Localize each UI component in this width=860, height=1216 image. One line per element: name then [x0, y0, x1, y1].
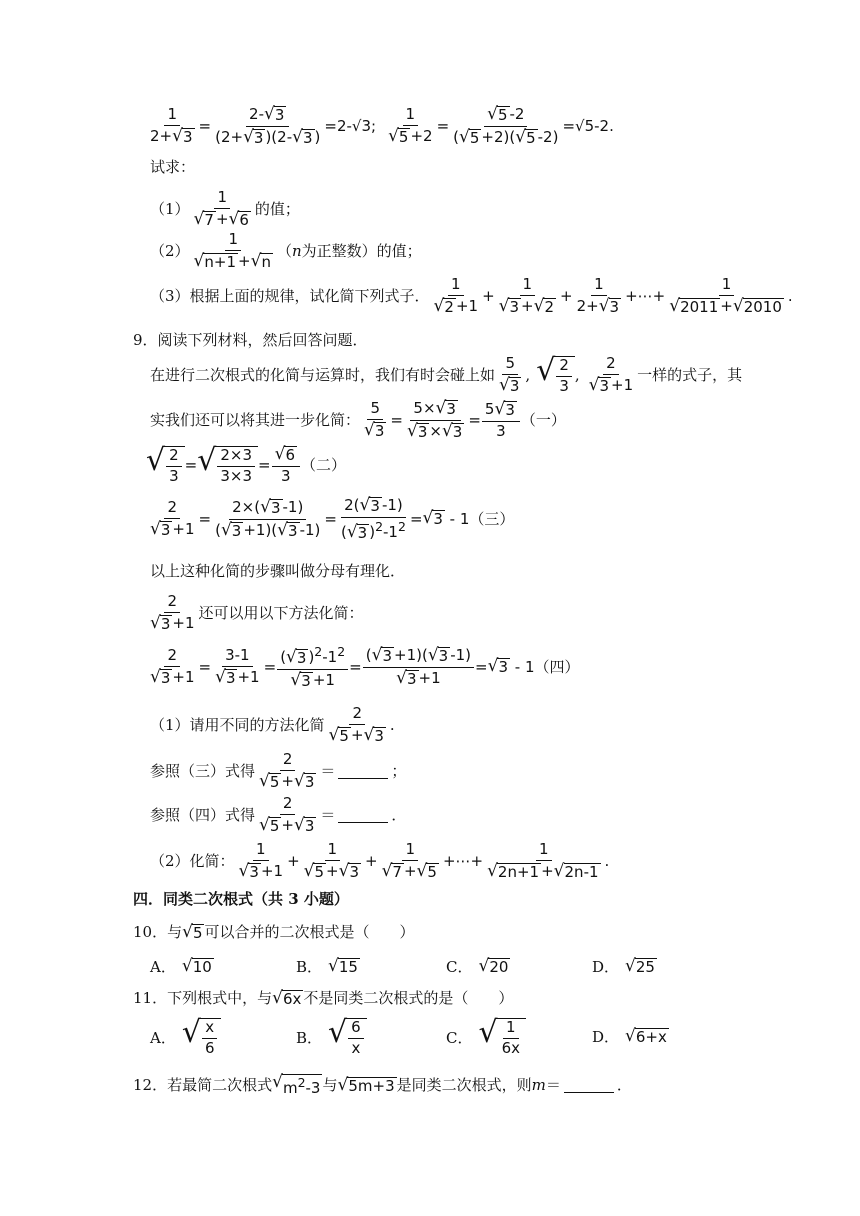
q9-part1-text: （1）请用不同的方法化简 — [150, 715, 325, 734]
q10-option-d[interactable]: D． √ 25 — [592, 955, 655, 976]
answer-blank[interactable] — [564, 1078, 614, 1093]
intro-eq2-result: =√5-2. — [562, 116, 614, 135]
q8-part2 — [150, 232, 422, 271]
q11-stem-a: 11．下列根式中，与 — [133, 989, 273, 1008]
step-tag-1: （一） — [520, 410, 566, 429]
q12-stem-a: 12．若最简二次根式 — [133, 1075, 273, 1094]
option-label: D． — [592, 1028, 620, 1046]
radicand: 20 — [489, 957, 509, 976]
q9-intro: 在进行二次根式的化简与运算时，我们有时会碰上如 5 √ 3 , √ $\frac{2}{3}$ , 2 √ 3 +1 一样的式子，其 — [150, 353, 743, 395]
q10-option-b[interactable]: B． √ 15 — [296, 955, 358, 976]
q11-stem: 11．下列根式中，与 √ 6x 不是同类二次根式的是（ ） — [133, 988, 514, 1008]
radicand: 10 — [192, 957, 212, 976]
q8-part1-suffix: 的值； — [254, 199, 300, 218]
q10-stem: 10．与 √ 5 可以合并的二次根式是（ ） — [133, 922, 415, 942]
q10-option-c[interactable]: C． √ 20 — [446, 955, 509, 976]
fraction: √ 5 -2 ( √ 5 +2)( √ 5 -2) — [453, 104, 559, 147]
option-label: C． — [446, 1028, 473, 1047]
q9-named: 以上这种化简的步骤叫做分母有理化． — [150, 562, 406, 580]
q8-part3-text: （3）根据上面的规律，试化简下列式子． — [150, 286, 430, 305]
q11-option-c[interactable]: C． √ $\frac{1}{6x}$ — [446, 1018, 526, 1057]
q10-option-a[interactable]: A． √ 10 — [150, 955, 212, 976]
answer-blank[interactable] — [338, 808, 388, 823]
q9-intro-a: 在进行二次根式的化简与运算时，我们有时会碰上如 — [150, 365, 496, 384]
q8-part1 — [150, 190, 300, 229]
q12-stem-c: 是同类二次根式，则 — [396, 1075, 532, 1094]
q11-option-a[interactable]: A． √ $\frac{x}{6}$ — [150, 1018, 221, 1057]
q9-intro-b: 一样的式子，其 — [637, 365, 743, 384]
q9-ref3-text: 参照（三）式得 — [150, 761, 256, 780]
q8-ask: 试求： — [150, 158, 196, 176]
q8-part2-paren: （ — [276, 241, 292, 260]
q9-intro-c: 实我们还可以将其进一步化简： — [150, 410, 361, 429]
fraction: 1 √ n+1 + √ n — [193, 230, 271, 271]
step-tag-3: （三） — [469, 509, 515, 528]
q9-part2-text: （2）化简： — [150, 851, 235, 870]
option-label: D． — [592, 958, 620, 976]
answer-blank[interactable] — [338, 764, 388, 779]
q8-part2-suffix: 为正整数）的值； — [301, 241, 422, 260]
q12-var: m — [531, 1075, 546, 1094]
radicand: 25 — [635, 957, 655, 976]
q9-title: 9．阅读下列材料，然后回答问题． — [133, 331, 368, 349]
q11-option-b[interactable]: B． √ $\frac{6}{x}$ — [296, 1018, 367, 1057]
fraction: 1 √ 5 +2 — [388, 105, 433, 146]
option-label: B． — [296, 958, 323, 976]
q9-step3: 2 √ 3 +1 = 2×( √ 3 -1) ( √ 3 +1)( √ 3 -1) = 2( √ 3 -1) ( √ 3 )$^2-1^2$ = √ 3 - 1 （三） — [150, 495, 515, 542]
option-label: B． — [296, 1028, 323, 1047]
section-title: 四．同类二次根式（共 3 小题） — [133, 890, 349, 908]
q9-step4: 2 √ 3 +1 = 3-1 √ 3 +1 = ( √ 3 )$^2-1^2$ √ 3 +1 = ( √ 3 +1)( √ 3 -1) √ 3 +1 = √ 3 - 1 （四） — [150, 644, 580, 690]
q8-part2-var: n — [291, 241, 302, 260]
q9-step1: 实我们还可以将其进一步化简： 5 √ 3 = 5× √ 3 √ 3 × √ 3 = 5 √ 3 3 （一） — [150, 398, 566, 441]
option-label: A． — [150, 1028, 176, 1047]
q9-part2: （2）化简： 1 √ 3 +1 + 1 √ 5 + √ 3 + 1 √ 7 + √ 5 +⋯+ 1 √ 2n+1 + √ 2n-1 . — [150, 840, 610, 881]
q12-stem: 12．若最简二次根式 √ $m^2-3$ 与 √ 5m+3 是同类二次根式，则 m ＝ ． — [133, 1072, 632, 1097]
q8-part2-label: （2） — [150, 241, 190, 260]
q9-ref4: 参照（四）式得 2 √ 5 + √ 3 ＝ ． — [150, 794, 407, 835]
q9-ref3: 参照（三）式得 2 √ 5 + √ 3 ＝ ； — [150, 750, 407, 791]
q9-alt-text: 还可以用以下方法化简： — [198, 603, 364, 622]
intro-eq1-result: =2-√3; — [324, 116, 377, 135]
q9-alt: 2 √ 3 +1 还可以用以下方法化简： — [150, 592, 364, 633]
q8-part3 — [150, 277, 793, 316]
fraction: 2- √ 3 (2+ √ 3 )(2- √ 3 ) — [215, 104, 321, 147]
option-label: C． — [446, 958, 473, 976]
step-tag-2: （二） — [301, 455, 347, 474]
step-tag-4: （四） — [534, 657, 580, 676]
series-expression: 1 √ 2 +1 + 1 √ 3 + √ 2 + 1 2+ √ 3 +⋯+ 1 √ 2011 + √ 2010 . — [433, 275, 793, 316]
q11-option-d[interactable]: D． √ 6+x — [592, 1025, 667, 1046]
radicand: 15 — [338, 957, 358, 976]
intro-examples: 1 2+ √ 3 = 2- √ 3 (2+ √ 3 )(2- √ 3 ) =2-√3; 1 √ 5 +2 = √ 5 -2 ( √ 5 +2)( √ 5 -2) =√5-2. — [146, 106, 614, 147]
q9-ref4-text: 参照（四）式得 — [150, 805, 256, 824]
fraction: 1 2+ √ 3 — [150, 105, 193, 146]
q9-part1: （1）请用不同的方法化简 2 √ 5 + √ 3 . — [150, 704, 395, 745]
q8-part1-label: （1） — [150, 199, 190, 218]
q11-stem-b: 不是同类二次根式的是（ ） — [303, 989, 514, 1008]
q9-step2: √ $\frac{2}{3}$ = √ $\frac{2\times 3}{3\times 3}$ = √ 6 3 （二） — [146, 443, 347, 485]
option-label: A． — [150, 958, 176, 976]
q12-stem-b: 与 — [322, 1075, 338, 1094]
q10-stem-b: 可以合并的二次根式是（ ） — [204, 923, 415, 942]
q12-stem-d: ＝ — [545, 1075, 561, 1094]
fraction: 1 √ 7 + √ 6 — [193, 188, 249, 229]
q10-stem-a: 10．与 — [133, 923, 183, 942]
